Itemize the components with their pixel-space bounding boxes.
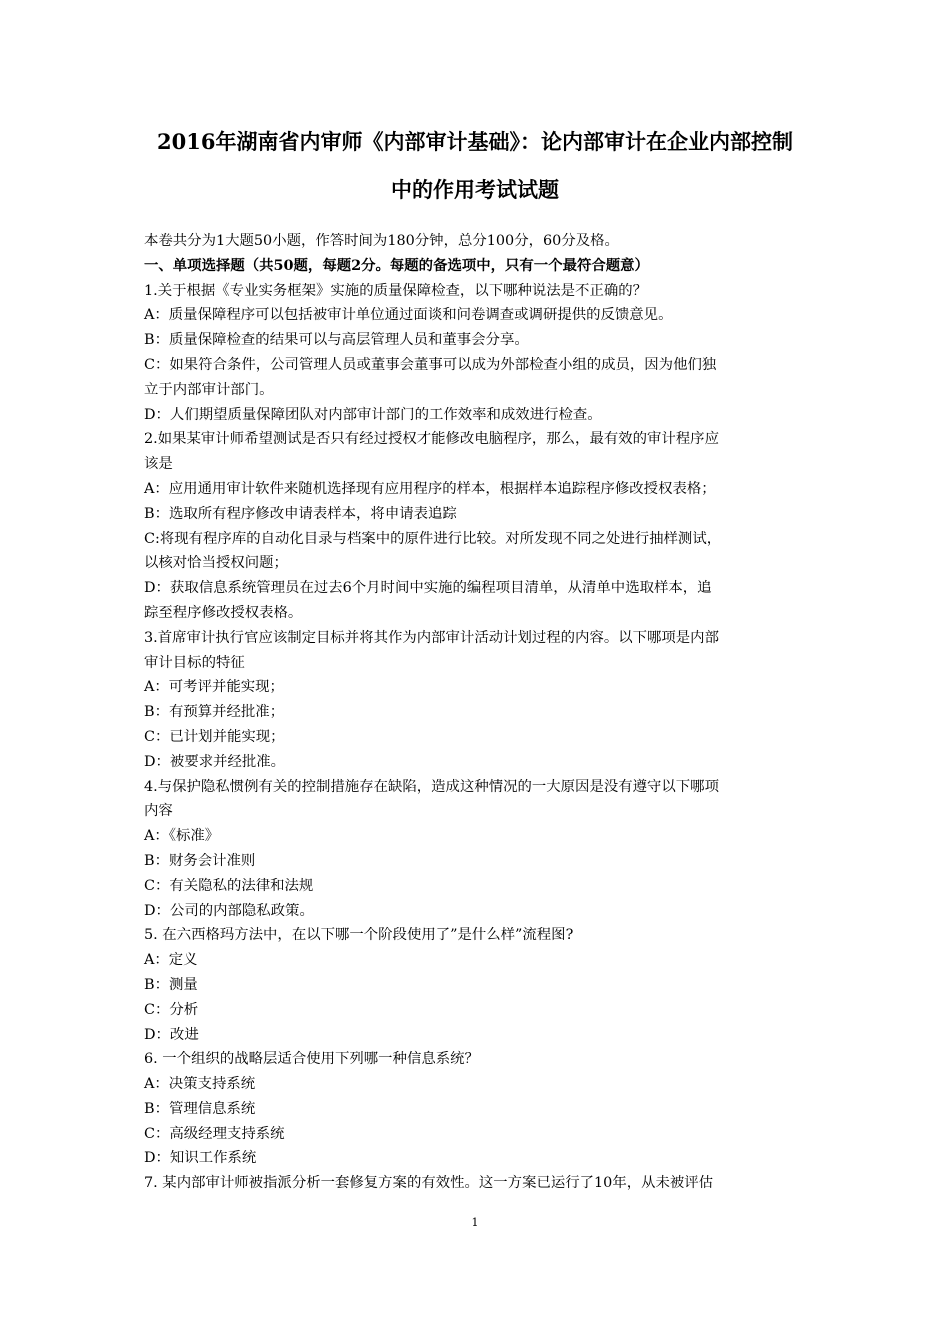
question-item bbox=[144, 1171, 814, 1196]
answer-option-line: C:将现有程序库的自动化目录与档案中的原件进行比较。对所发现不同之处进行抽样测试， bbox=[144, 530, 722, 547]
answer-option-line: D：人们期望质量保障团队对内部审计部门的工作效率和成效进行检查。 bbox=[144, 406, 602, 423]
question-stem-line: 6. 一个组织的战略层适合使用下列哪一种信息系统？ bbox=[144, 1051, 479, 1068]
question-stem-line: 内容 bbox=[144, 803, 173, 820]
section-heading: 一、单项选择题（共50题，每题2分。每题的备选项中，只有一个最符合题意） bbox=[144, 256, 649, 274]
answer-option-line: C：已计划并能实现； bbox=[144, 728, 285, 745]
answer-option-line: 立于内部审计部门。 bbox=[144, 381, 274, 398]
answer-option-line: B：测量 bbox=[144, 976, 198, 993]
answer-option-line: 踪至程序修改授权表格。 bbox=[144, 604, 303, 621]
question-stem-line: 1.关于根据《专业实务框架》实施的质量保障检查，以下哪种说法是不正确的？ bbox=[144, 282, 648, 299]
answer-option-line: C：有关隐私的法律和法规 bbox=[144, 877, 314, 894]
answer-option-line: 以核对恰当授权问题； bbox=[144, 555, 288, 572]
question-list bbox=[144, 279, 814, 1196]
answer-option-line: A：定义 bbox=[144, 952, 198, 969]
answer-option-line: B：财务会计准则 bbox=[144, 852, 256, 869]
page-number: 1 bbox=[471, 1216, 479, 1229]
answer-option-line: A：质量保障程序可以包括被审计单位通过面谈和问卷调查或调研提供的反馈意见。 bbox=[144, 307, 673, 324]
answer-option-line: D：获取信息系统管理员在过去6个月时间中实施的编程项目清单，从清单中选取样本，追 bbox=[144, 580, 712, 597]
answer-option-line: A：决策支持系统 bbox=[144, 1076, 256, 1093]
answer-option-line: B：管理信息系统 bbox=[144, 1100, 256, 1117]
answer-option-line: C：如果符合条件，公司管理人员或董事会董事可以成为外部检查小组的成员，因为他们独 bbox=[144, 356, 717, 373]
question-stem-line: 3.首席审计执行官应该制定目标并将其作为内部审计活动计划过程的内容。以下哪项是内部 bbox=[144, 629, 719, 646]
question-item bbox=[144, 279, 814, 428]
answer-option-line: D：改进 bbox=[144, 1026, 199, 1043]
question-item bbox=[144, 775, 814, 924]
question-item bbox=[144, 1047, 814, 1171]
answer-option-line: D：公司的内部隐私政策。 bbox=[144, 902, 314, 919]
question-item bbox=[144, 626, 814, 775]
answer-option-line: D：知识工作系统 bbox=[144, 1150, 257, 1167]
answer-option-line: A：《标准》 bbox=[144, 828, 220, 845]
question-stem-line: 4.与保护隐私惯例有关的控制措施存在缺陷，造成这种情况的一大原因是没有遵守以下哪项 bbox=[144, 778, 719, 795]
document-title-line-1: 2016年湖南省内审师《内部审计基础》：论内部审计在企业内部控制 bbox=[157, 129, 793, 154]
question-stem-line: 5. 在六西格玛方法中，在以下哪一个阶段使用了”是什么样”流程图? bbox=[144, 927, 574, 944]
question-item bbox=[144, 923, 814, 1047]
question-stem-line: 2.如果某审计师希望测试是否只有经过授权才能修改电脑程序，那么，最有效的审计程序应 bbox=[144, 431, 719, 448]
answer-option-line: A：应用通用审计软件来随机选择现有应用程序的样本，根据样本追踪程序修改授权表格； bbox=[144, 480, 716, 497]
answer-option-line: B：选取所有程序修改申请表样本，将申请表追踪 bbox=[144, 505, 457, 522]
document-body bbox=[144, 229, 814, 1196]
exam-intro: 本卷共分为1大题50小题，作答时间为180分钟，总分100分，60分及格。 bbox=[144, 233, 619, 249]
answer-option-line: A：可考评并能实现； bbox=[144, 679, 284, 696]
answer-option-line: C：分析 bbox=[144, 1001, 199, 1018]
answer-option-line: B：有预算并经批准； bbox=[144, 704, 285, 721]
question-stem-line: 7. 某内部审计师被指派分析一套修复方案的有效性。这一方案已运行了10年，从未被评估 bbox=[144, 1175, 714, 1192]
answer-option-line: D：被要求并经批准。 bbox=[144, 753, 286, 770]
answer-option-line: B：质量保障检查的结果可以与高层管理人员和董事会分享。 bbox=[144, 332, 529, 349]
question-item bbox=[144, 427, 814, 625]
document-title-line-2: 中的作用考试试题 bbox=[391, 177, 559, 202]
question-stem-line: 审计目标的特征 bbox=[144, 654, 245, 671]
answer-option-line: C：高级经理支持系统 bbox=[144, 1125, 285, 1142]
question-stem-line: 该是 bbox=[144, 456, 173, 473]
